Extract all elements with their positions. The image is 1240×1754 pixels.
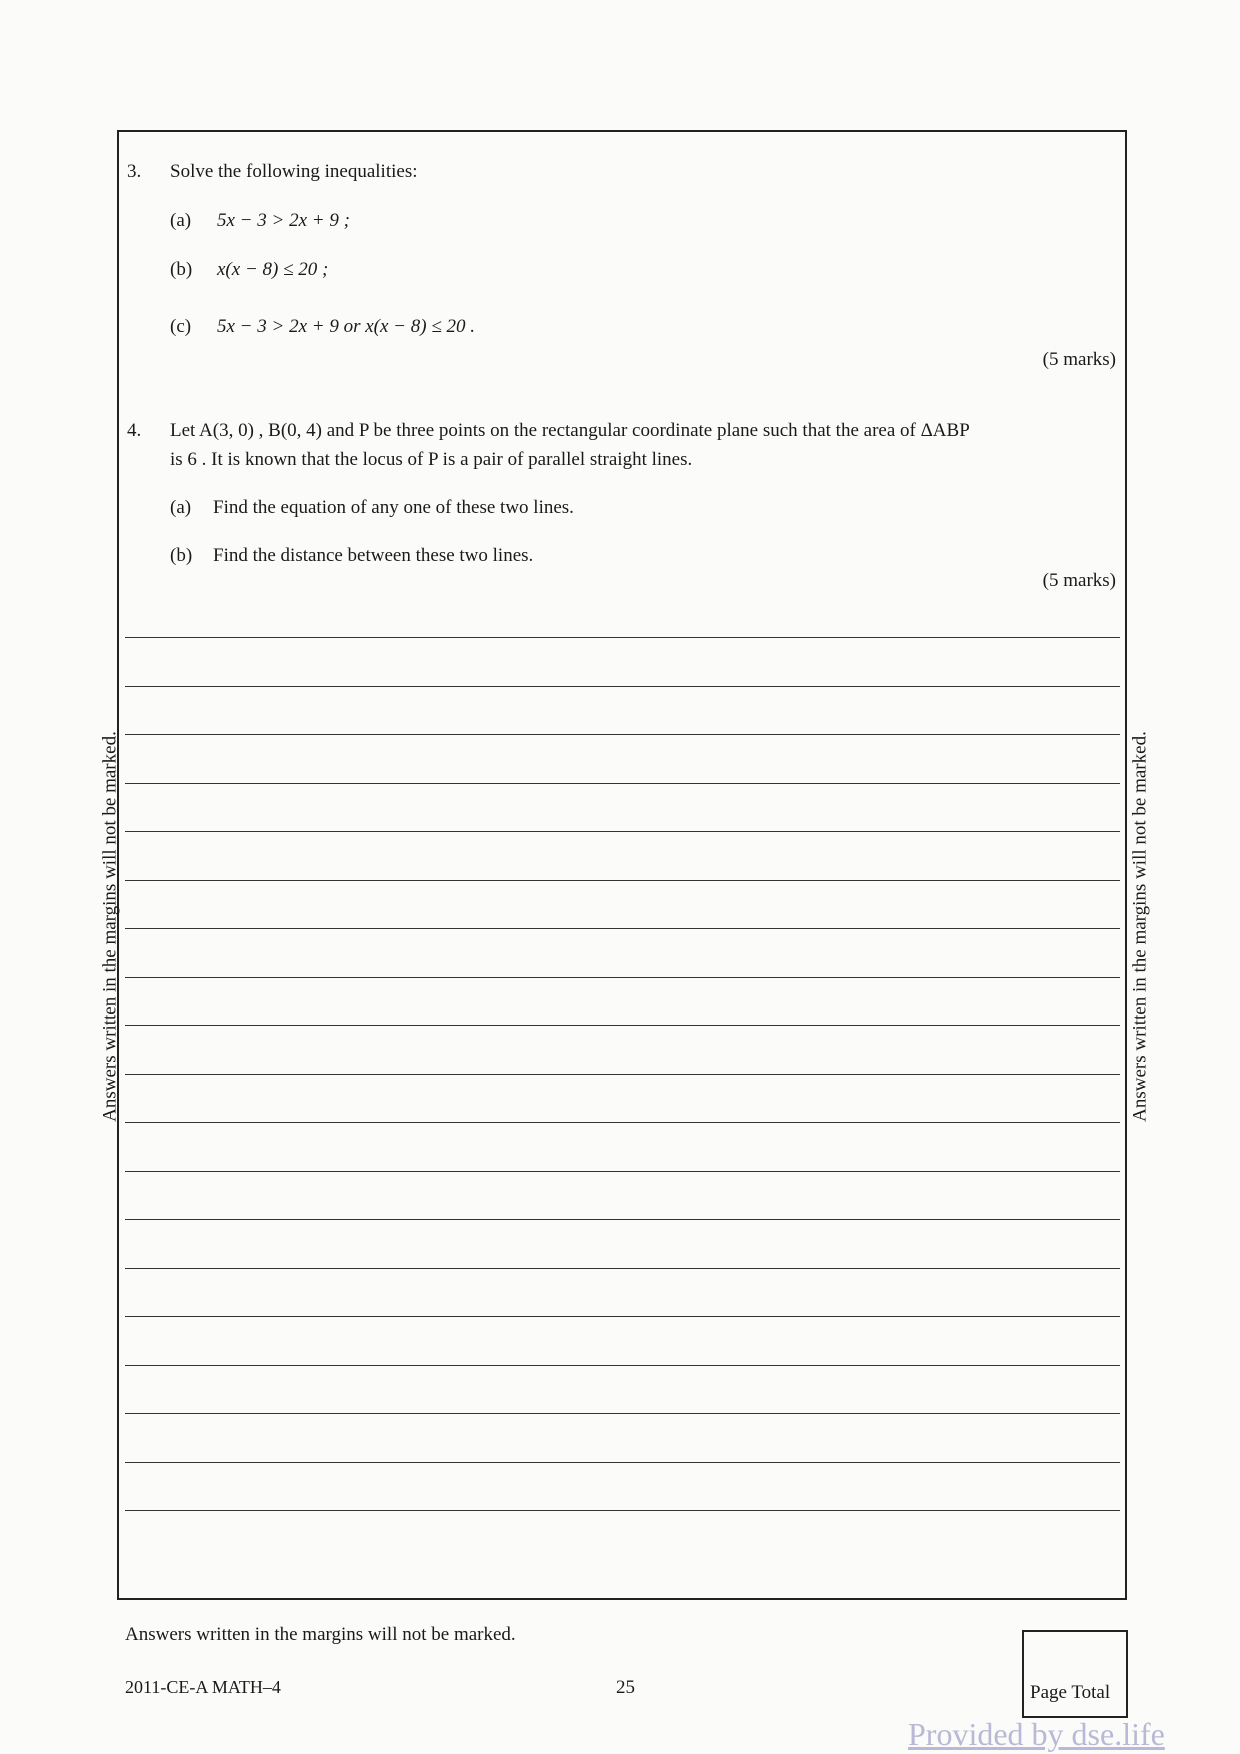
answer-line xyxy=(125,1462,1120,1463)
answer-line xyxy=(125,1122,1120,1123)
answer-line xyxy=(125,734,1120,735)
answer-line xyxy=(125,977,1120,978)
paper-code: 2011-CE-A MATH–4 xyxy=(125,1677,281,1697)
left-margin-notice: Answers written in the margins will not be marked. xyxy=(99,731,121,1122)
answer-line xyxy=(125,1510,1120,1511)
q4-number: 4. xyxy=(127,420,142,441)
answer-line xyxy=(125,1025,1120,1026)
watermark[interactable]: Provided by dse.life xyxy=(908,1716,1165,1752)
answer-line xyxy=(125,1413,1120,1414)
answer-line xyxy=(125,1316,1120,1317)
q3-marks: (5 marks) xyxy=(1042,349,1116,370)
answer-line xyxy=(125,1074,1120,1075)
answer-line xyxy=(125,880,1120,881)
answer-line xyxy=(125,831,1120,832)
page-total-label: Page Total xyxy=(1030,1682,1111,1703)
q3-number: 3. xyxy=(127,161,142,182)
footer-notice: Answers written in the margins will not be marked. xyxy=(125,1624,516,1645)
answer-line xyxy=(125,1365,1120,1366)
q4-text-line2: is 6 . It is known that the locus of P is a pair of parallel straight lines. xyxy=(170,449,693,470)
page-number: 25 xyxy=(616,1677,635,1698)
answer-line xyxy=(125,1171,1120,1172)
answer-line xyxy=(125,928,1120,929)
answer-box xyxy=(117,130,1127,1600)
q4-marks: (5 marks) xyxy=(1042,570,1116,591)
q3c-label: (c) xyxy=(170,316,192,337)
q3a-label: (a) xyxy=(170,210,192,231)
q3a-expression: 5x − 3 > 2x + 9 ; xyxy=(217,210,350,231)
page-total-box xyxy=(1022,1630,1128,1718)
answer-line xyxy=(125,637,1120,638)
q4a-text: Find the equation of any one of these two lines. xyxy=(213,497,574,518)
answer-line xyxy=(125,1219,1120,1220)
answer-line xyxy=(125,1268,1120,1269)
q4b-text: Find the distance between these two lines. xyxy=(213,545,534,566)
q3b-expression: x(x − 8) ≤ 20 ; xyxy=(217,259,329,280)
q3b-label: (b) xyxy=(170,259,193,280)
q4a-label: (a) xyxy=(170,497,192,518)
answer-line xyxy=(125,783,1120,784)
q3-prompt: Solve the following inequalities: xyxy=(170,161,418,182)
right-margin-notice: Answers written in the margins will not be marked. xyxy=(1129,731,1151,1122)
q4-text-line1: Let A(3, 0) , B(0, 4) and P be three points on the rectangular coordinate plane such that the area of ΔABP xyxy=(170,420,970,441)
q3c-expression: 5x − 3 > 2x + 9 or x(x − 8) ≤ 20 . xyxy=(217,316,475,337)
answer-line xyxy=(125,686,1120,687)
q4b-label: (b) xyxy=(170,545,193,566)
